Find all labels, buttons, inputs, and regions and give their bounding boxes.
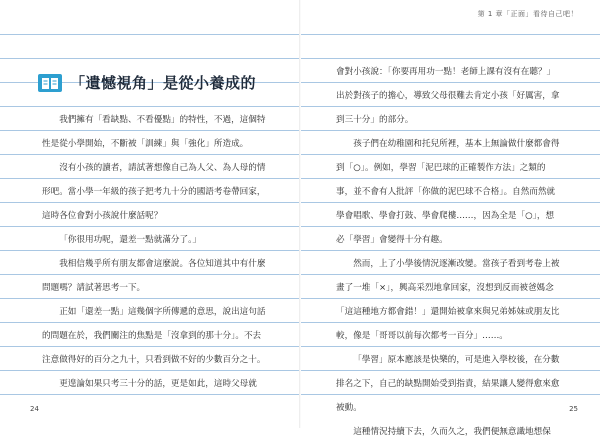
paragraph: 會對小孩說：「你要再用功一點！老師上課有沒有在聽？」出於對孩子的擔心，導致父母很難去肯定小孩「好厲害，拿到三十分」的部分。 xyxy=(336,67,560,125)
section-title: 「遺憾視角」是從小養成的 xyxy=(70,74,257,92)
paragraph: 孩子們在幼稚園和托兒所裡，基本上無論做什麼都會得到「○」。例如，學習「泥巴球的正確製作方法」之類的事，並不會有人批評「你做的泥巴球不合格」。自然而然就學會唱歌、學會打鼓、學會爬樓……，因為全是「○」，想必「學習」會變得十分有趣。 xyxy=(336,139,560,245)
section-title-box xyxy=(38,72,256,93)
left-page-body xyxy=(42,108,266,396)
page-gutter xyxy=(299,0,301,428)
paragraph: 這種情況持續下去，久而久之，我們便無意識地想保 xyxy=(353,427,551,437)
paragraph: 正如「還差一點」這幾個字所傳遞的意思，說出這句話的問題在於，我們關注的焦點是「沒拿到的那十分」。不去注意做得好的百分之九十，只看到做不好的少數百分之十。 xyxy=(42,307,266,365)
paragraph: 「學習」原本應該是快樂的，可是進入學校後，在分數排名之下，自己的缺點開始受到指責，結果讓人變得愈來愈被動。 xyxy=(336,355,560,413)
page-number-right: 25 xyxy=(569,405,578,413)
right-page-body xyxy=(336,60,562,444)
paragraph: 然而，上了小學後情況逐漸改變。當孩子看到考卷上被畫了一堆「×」，興高采烈地拿回家，沒想到反而被爸媽念「這這種地方都會錯！」還開始被拿來與兄弟姊妹或朋友比較，像是「哥哥以前每次都考一百分」……。 xyxy=(336,259,560,341)
paragraph: 更遑論如果只考三十分的話，更是如此，這時父母就 xyxy=(59,379,257,389)
open-book-icon xyxy=(38,74,62,92)
paragraph: 沒有小孩的讀者，請試著想像自己為人父、為人母的情形吧。當小學一年級的孩子把考九十分的國語考卷帶回家，這時各位會對小孩說什麼話呢？ xyxy=(42,163,266,221)
paragraph: 我們擁有「看缺點、不看優點」的特性，不過，這個特性是從小學開始，不斷被「訓練」與「強化」所造成。 xyxy=(42,115,266,149)
quote-line: 「你很用功呢，還差一點就滿分了。」 xyxy=(59,235,201,245)
running-head: 第 1 章「正面」看待自己吧！ xyxy=(477,10,578,18)
page-number-left: 24 xyxy=(30,405,39,413)
paragraph: 我相信幾乎所有朋友都會這麼說。各位知道其中有什麼問題嗎？請試著思考一下。 xyxy=(42,259,266,293)
